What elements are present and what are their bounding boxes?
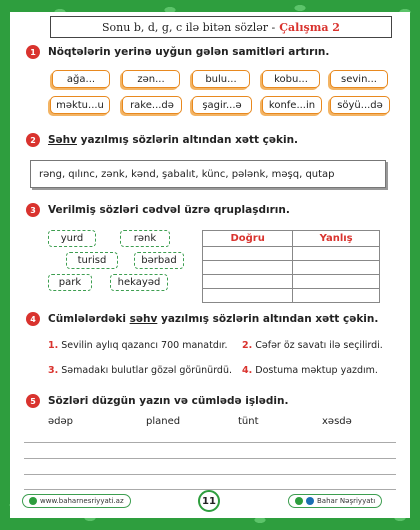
heading-text: Verilmiş sözləri cədvəl üzrə qruplaşdırın. [48, 204, 290, 216]
section-5-heading [26, 394, 288, 408]
table-cell[interactable] [293, 275, 380, 289]
section-3-heading [26, 203, 290, 217]
sentence-number: 3. [48, 365, 59, 376]
page-number: 11 [198, 490, 220, 512]
word-chip[interactable]: park [48, 274, 92, 291]
globe-icon [29, 497, 37, 505]
instagram-icon [295, 497, 303, 505]
sort-table [202, 230, 380, 303]
brand-link[interactable] [288, 494, 382, 508]
site-link[interactable] [22, 494, 131, 508]
heading-underlined: səhv [129, 313, 158, 325]
sentence-3[interactable] [48, 365, 232, 376]
sentence-number: 4. [242, 365, 253, 376]
sentence-number: 2. [242, 340, 253, 351]
fill-pill[interactable]: ağa... [52, 70, 110, 88]
section-number: 3 [26, 203, 40, 217]
footer [10, 492, 410, 514]
table-cell[interactable] [293, 261, 380, 275]
fill-pill[interactable]: kobu... [262, 70, 320, 88]
table-cell[interactable] [203, 275, 293, 289]
word-chip[interactable]: hekayəd [110, 274, 168, 291]
word-chip[interactable]: turisd [66, 252, 118, 269]
word-item: planed [146, 416, 181, 427]
heading-text: Cümlələrdəki [48, 313, 126, 325]
title-main: Sonu b, d, g, c ilə bitən sözlər - [102, 20, 276, 34]
section-number: 4 [26, 312, 40, 326]
heading-text: Nöqtələrin yerinə uyğun gələn samitləri artırın. [48, 46, 330, 58]
word-item: xəsdə [322, 416, 352, 427]
section-2-heading [26, 133, 298, 147]
word-item: ədəp [48, 416, 73, 427]
section-1-heading [26, 45, 329, 59]
sentence-2[interactable] [242, 340, 383, 351]
sentence-text: Sevilin aylıq qazancı 700 manatdır. [61, 340, 228, 351]
fill-pill[interactable]: sevin... [330, 70, 388, 88]
worksheet-page [10, 12, 410, 518]
sentence-text: Cəfər öz savatı ilə seçilirdi. [255, 340, 383, 351]
table-cell[interactable] [203, 289, 293, 303]
col-correct: Doğru [203, 231, 293, 247]
writing-line[interactable] [24, 442, 396, 443]
heading-text: yazılmış sözlərin altından xətt çəkin. [160, 313, 379, 325]
writing-line[interactable] [24, 458, 396, 459]
fill-pill[interactable]: məktu...u [50, 96, 110, 114]
section-number: 2 [26, 133, 40, 147]
fill-pill[interactable]: söyü...də [330, 96, 390, 114]
word-chip[interactable]: bərbad [134, 252, 184, 269]
section-number: 5 [26, 394, 40, 408]
heading-underlined: Səhv [48, 134, 78, 146]
page-title [50, 16, 392, 38]
fill-pill[interactable]: konfe...in [262, 96, 322, 114]
word-chip[interactable]: rənk [120, 230, 170, 247]
facebook-icon [306, 497, 314, 505]
section-4-heading [26, 312, 378, 326]
table-cell[interactable] [203, 247, 293, 261]
word-list-box[interactable]: rəng, qılınc, zənk, kənd, şabalıt, künc, pələnk, məşq, qutap [30, 160, 386, 188]
sentence-1[interactable] [48, 340, 228, 351]
col-wrong: Yanlış [293, 231, 380, 247]
fill-pill[interactable]: bulu... [192, 70, 250, 88]
table-cell[interactable] [293, 289, 380, 303]
heading-text: Sözləri düzgün yazın və cümlədə işlədin. [48, 395, 289, 407]
sentence-4[interactable] [242, 365, 378, 376]
section-number: 1 [26, 45, 40, 59]
table-cell[interactable] [203, 261, 293, 275]
sentence-number: 1. [48, 340, 59, 351]
word-item: tünt [238, 416, 259, 427]
fill-pill[interactable]: şagir...ə [192, 96, 252, 114]
heading-text: yazılmış sözlərin altından xətt çəkin. [80, 134, 299, 146]
site-text: www.baharnesriyyati.az [40, 497, 124, 505]
table-cell[interactable] [293, 247, 380, 261]
writing-line[interactable] [24, 474, 396, 475]
brand-text: Bahar Nəşriyyatı [317, 497, 376, 505]
word-chip[interactable]: yurd [48, 230, 96, 247]
sentence-text: Səmadakı bulutlar gözəl görünürdü. [61, 365, 233, 376]
fill-pill[interactable]: zən... [122, 70, 180, 88]
sentence-text: Dostuma məktup yazdım. [255, 365, 378, 376]
title-sub: Çalışma 2 [279, 20, 340, 34]
fill-pill[interactable]: rake...də [122, 96, 182, 114]
